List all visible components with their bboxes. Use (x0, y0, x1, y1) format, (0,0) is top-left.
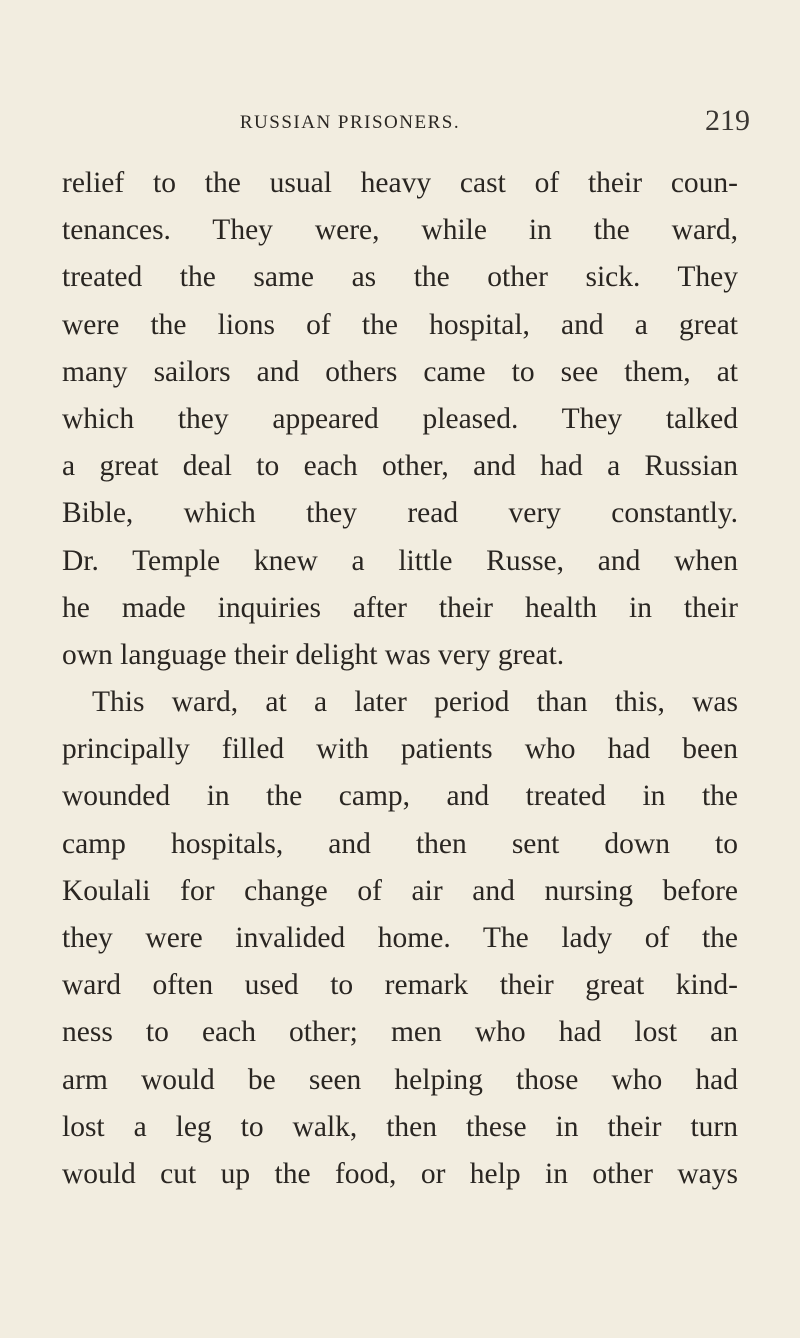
text-line: they were invalided home. The lady of the (62, 922, 738, 954)
text-line: camp hospitals, and then sent down to (62, 827, 738, 860)
body-text (62, 160, 738, 1198)
text-line: a great deal to each other, and had a Russian (62, 450, 738, 483)
text-line: he made inquiries after their health in their (62, 591, 738, 624)
text-line: Bible, which they read very constantly. (62, 497, 738, 530)
text-line: principally filled with patients who had been (62, 733, 738, 766)
text-line: which they appeared pleased. They talked (62, 402, 738, 435)
text-line: wounded in the camp, and treated in the (62, 780, 738, 813)
text-line: would cut up the food, or help in other ways (62, 1157, 738, 1190)
text-line: own language their delight was very great. (62, 638, 565, 671)
text-line: many sailors and others came to see them, at (62, 355, 738, 388)
page-number: 219 (705, 104, 750, 137)
text-line: arm would be seen helping those who had (62, 1063, 738, 1096)
text-line: Koulali for change of air and nursing before (62, 874, 738, 907)
page-header (0, 104, 800, 144)
text-line: treated the same as the other sick. They (62, 261, 738, 294)
text-line: ness to each other; men who had lost an (62, 1016, 738, 1049)
text-line: ward often used to remark their great kind- (62, 969, 738, 1002)
running-title: RUSSIAN PRISONERS. (239, 112, 461, 133)
text-line: This ward, at a later period than this, was (92, 686, 738, 719)
text-line: lost a leg to walk, then these in their turn (62, 1110, 738, 1143)
text-line: relief to the usual heavy cast of their coun- (62, 167, 738, 199)
text-line: tenances. They were, while in the ward, (62, 214, 738, 247)
text-line: Dr. Temple knew a little Russe, and when (62, 544, 738, 577)
text-line: were the lions of the hospital, and a great (62, 308, 738, 341)
